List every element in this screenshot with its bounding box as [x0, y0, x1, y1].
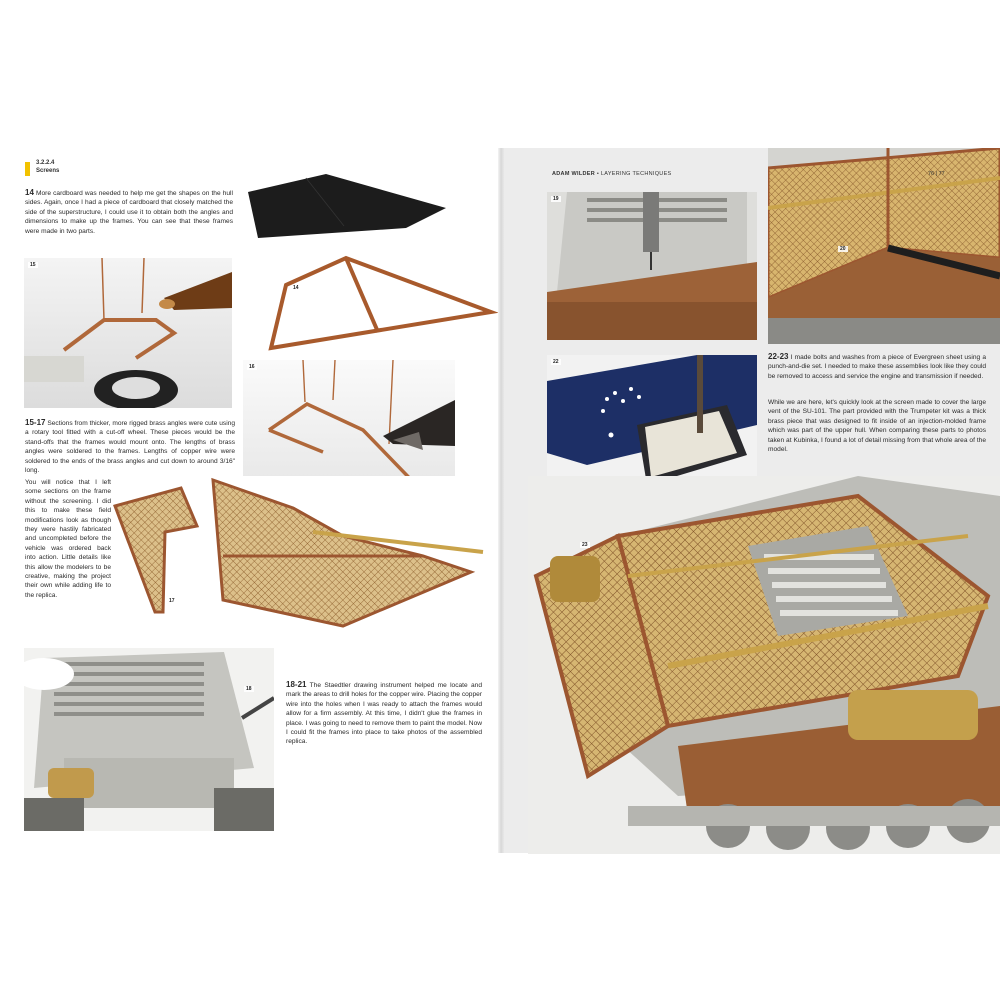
photo-label: 15: [30, 262, 36, 268]
photo-14: [236, 160, 498, 355]
paragraph-text: While we are here, let's quickly look at the screen made to cover the large vent of the SU-101. The part provided with the Trumpeter kit was a thick brass piece that was designed to fit inside of an injection-molded frame which was part of the upper hull. When comparing these parts to photos taken at Kubinka, I found a lot of detail missing from that whole area of the model.: [768, 399, 986, 454]
photo-label: 17: [169, 598, 175, 604]
photo-18: [24, 648, 274, 831]
header-title: LAYERING TECHNIQUES: [600, 171, 672, 177]
cardboard-frame-illustration: [236, 160, 498, 355]
photo-label: 16: [249, 364, 255, 370]
paragraph-notice: [25, 478, 111, 600]
page-numbers: 76 | 77: [928, 171, 945, 177]
paragraph-text: Sections from thicker, more rigged brass angles were cute using a rotary tool fitted with a cut-off wheel. These pieces would be the stand-offs that the frames would mount onto. The lengths of brass angles were soldered to the frames. Lengths of copper wire were soldered to the ends of the brass angles and cut down to around 3/16" long.: [25, 420, 235, 475]
photo-19: [547, 192, 757, 340]
photo-label: 14: [293, 285, 299, 291]
photo-label: 22: [553, 359, 559, 365]
paragraph-su101: [768, 398, 986, 454]
photo-label: 18: [246, 686, 252, 692]
header-author: ADAM WILDER: [552, 171, 596, 177]
photo-15: [24, 258, 232, 408]
caption-number: 15-17: [25, 418, 46, 427]
photo-label: 19: [553, 196, 559, 202]
section-title: Screens: [36, 168, 60, 174]
section-number: 3.2.2.4: [36, 160, 55, 166]
paragraph-14: [25, 188, 233, 236]
paragraph-text: More cardboard was needed to help me get the shapes on the hull sides. Again, once I had a piece of cardboard that closely matched the side of the superstructure, I could use it to obtain both the angles and dimensions to make up the frames. You can see that these frames were made in two parts.: [25, 190, 233, 235]
book-spine: [498, 148, 504, 853]
running-header: [552, 171, 672, 177]
section-marker: [25, 162, 30, 176]
engine-deck-drill-illustration: [547, 192, 757, 340]
su101-hull-illustration: [528, 476, 1000, 854]
photo-17: [113, 476, 488, 638]
paragraph-text: The Staedtler drawing instrument helped me locate and mark the areas to drill holes for the copper wire. Placing the copper wire into the holes when I was ready to attach the frames would allow for a firm assembly. At this time, I didn't glue the frames in place. I was going to need to remove them to paint the model. Now I could fit the frames into place to take photos of the assembled replica.: [286, 682, 482, 746]
hull-drilling-illustration: [24, 648, 274, 831]
paragraph-text: I made bolts and washes from a piece of Evergreen sheet using a punch-and-die set. I needed to make these assemblies look like they could be removed to access and service the engine and transmission if needed.: [768, 354, 986, 380]
soldering-illustration: [24, 258, 232, 408]
caption-number: 22-23: [768, 352, 789, 361]
paragraph-18-21: [286, 680, 482, 747]
mounted-screens-illustration: [768, 148, 1000, 344]
photo-20: [768, 148, 1000, 344]
caption-number: 18-21: [286, 680, 307, 689]
paragraph-22-23: [768, 352, 986, 381]
photo-label: 20: [840, 246, 846, 252]
paragraph-text: You will notice that I left some sections on the frame without the screening. I did this to make these field modifications look as though they were hastily fabricated and uncompleted before the vehicle was ordered back into action. Little details like this allow the modelers to be creative, making the project their own while adding life to the replica.: [25, 479, 111, 599]
header-separator: •: [595, 171, 601, 177]
caption-number: 14: [25, 188, 34, 197]
photo-23: [528, 476, 1000, 854]
paragraph-15-17: [25, 418, 235, 475]
photo-label: 23: [582, 542, 588, 548]
screened-frames-illustration: [113, 476, 488, 638]
